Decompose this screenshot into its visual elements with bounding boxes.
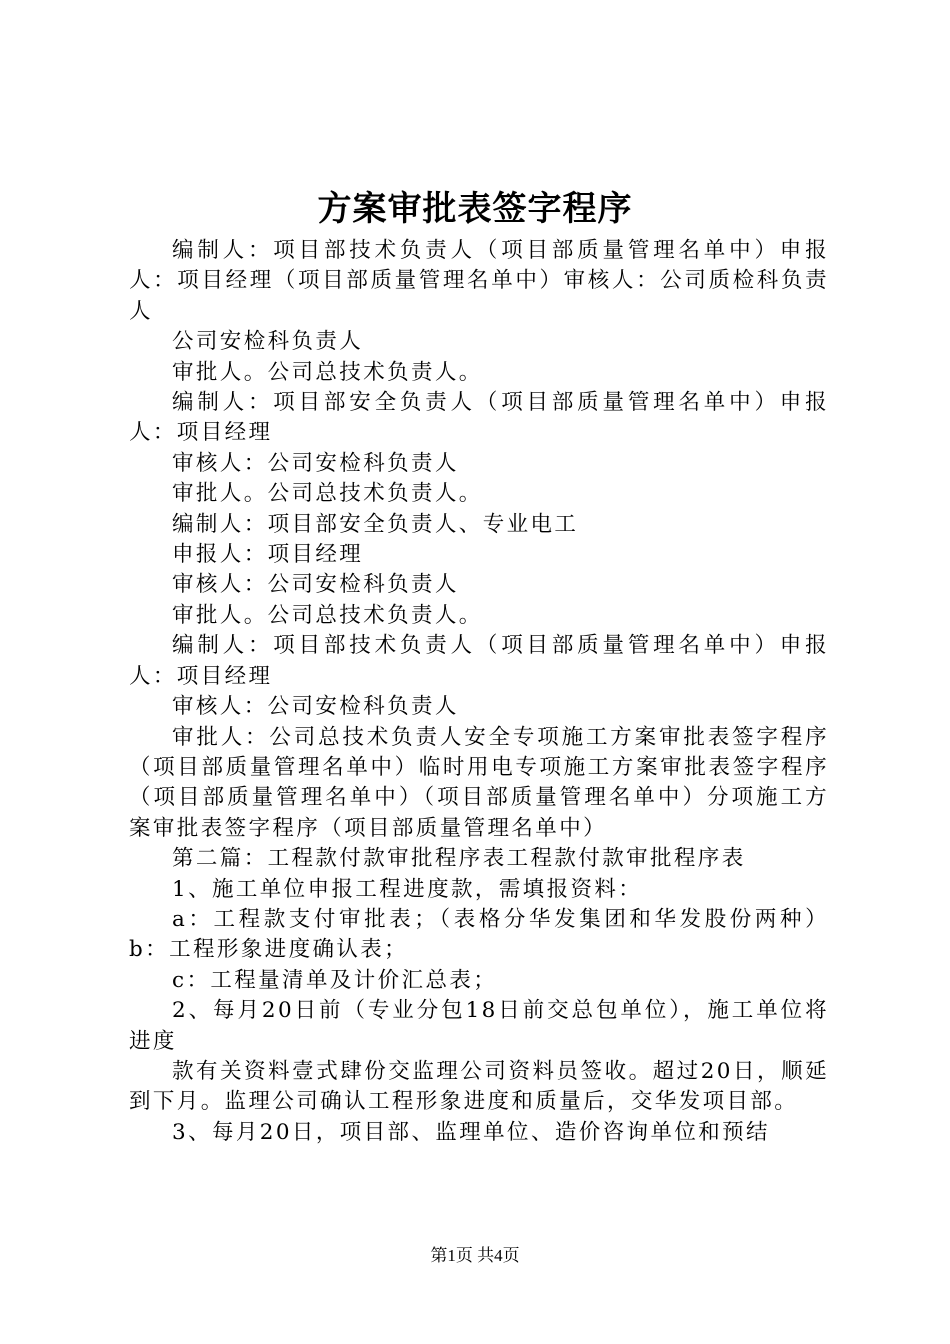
paragraph: 3、每月20日，项目部、监理单位、造价咨询单位和预结 <box>172 1119 770 1145</box>
paragraph: 编制人：项目部技术负责人（项目部质量管理名单中）申报人：项目经理 <box>129 633 829 689</box>
paragraph: 2、每月20日前（专业分包18日前交总包单位），施工单位将进度 <box>129 998 829 1054</box>
paragraph: 编制人：项目部技术负责人（项目部质量管理名单中）申报人：项目经理（项目部质量管理名单中）审核人：公司质检科负责人 <box>129 238 829 324</box>
paragraph: c：工程量清单及计价汇总表； <box>172 967 498 993</box>
paragraph: 审批人：公司总技术负责人安全专项施工方案审批表签字程序（项目部质量管理名单中）临时用电专项施工方案审批表签字程序（项目部质量管理名单中）（项目部质量管理名单中）分项施工方案审批表签字程序（项目部质量管理名单中） <box>129 724 829 841</box>
paragraph: 编制人：项目部安全负责人、专业电工 <box>172 511 579 537</box>
paragraph: 审核人：公司安检科负责人 <box>172 450 459 476</box>
paragraph: 申报人：项目经理 <box>172 542 364 568</box>
paragraph: 编制人：项目部安全负责人（项目部质量管理名单中）申报人：项目经理 <box>129 390 829 446</box>
paragraph: 审核人：公司安检科负责人 <box>172 694 459 720</box>
paragraph: a：工程款支付审批表；（表格分华发集团和华发股份两种）b：工程形象进度确认表； <box>129 906 829 963</box>
document-title: 方案审批表签字程序 <box>317 189 633 229</box>
paragraph: 第二篇：工程款付款审批程序表工程款付款审批程序表 <box>172 846 746 872</box>
paragraph: 1、施工单位申报工程进度款，需填报资料： <box>172 876 643 902</box>
paragraph: 审批人。公司总技术负责人。 <box>172 602 483 628</box>
paragraph: 款有关资料壹式肆份交监理公司资料员签收。超过20日，顺延到下月。监理公司确认工程形象进度和质量后，交华发项目部。 <box>129 1058 829 1115</box>
paragraph: 审批人。公司总技术负责人。 <box>172 359 483 385</box>
paragraph: 公司安检科负责人 <box>172 329 364 355</box>
document-body <box>129 236 829 1148</box>
paragraph: 审批人。公司总技术负责人。 <box>172 481 483 507</box>
page-number-footer: 第1页 共4页 <box>430 1246 520 1265</box>
paragraph: 审核人：公司安检科负责人 <box>172 572 459 598</box>
